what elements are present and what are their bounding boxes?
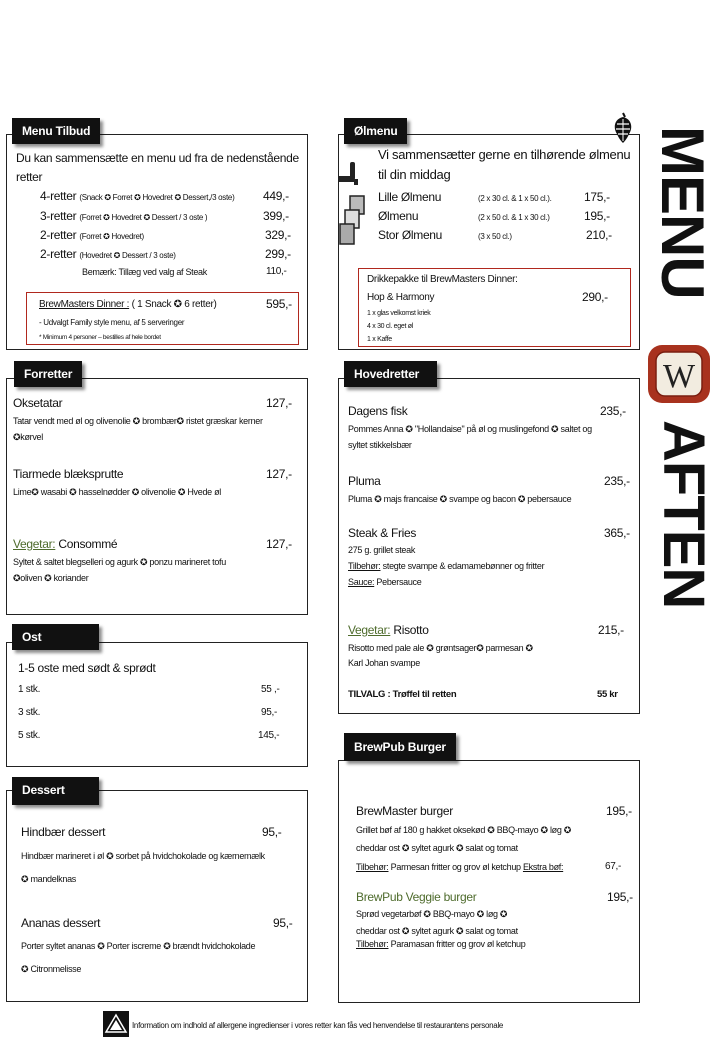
ost-row-price: 55 ,- [261,684,280,695]
menu-tilbud-tab: Menu Tilbud [12,118,100,144]
logo-badge-icon [646,343,712,405]
forretter-tab: Forretter [14,361,82,387]
olmenu-intro: Vi sammensætter gerne en tilhørende ølmenu [378,147,631,162]
ost-tab: Ost [12,624,99,650]
dish-name: Tiarmede blæksprutte [13,467,124,481]
steak-note: Bemærk: Tillæg ved valg af Steak [82,267,207,277]
burger-name: BrewMaster burger [356,804,453,818]
hop-icon [610,112,636,144]
dessert-tab: Dessert [12,777,99,805]
aften-vertical-word: AFTEN [651,420,716,609]
dinner-line: * Minimum 4 personer – bestilles af hele bordet [39,334,161,341]
burger-desc: cheddar ost ✪ syltet agurk ✪ salat og tomat [356,926,518,936]
dish-desc: Pommes Anna ✪ "Hollandaise" på øl og muslingefond ✪ saltet og [348,424,592,434]
menu-row-price: 449,- [263,189,289,203]
olmenu-row-detail: (3 x 50 cl.) [478,232,512,241]
burger-tilbehor: Tilbehør: Parmesan fritter og grov øl ketchup Ekstra bøf: [356,862,564,872]
dish-name: Steak & Fries [348,526,417,540]
menu-row: 3-retter (Forret ✪ Hovedret ✪ Dessert / 3 oste ) [40,209,208,223]
burger-desc: cheddar ost ✪ syltet agurk ✪ salat og tomat [356,843,518,853]
olmenu-row: Lille Ølmenu [378,190,442,204]
drink-price: 290,- [582,290,608,304]
menu-row: 2-retter (Hovedret ✪ Dessert / 3 oste) [40,247,176,261]
dish-price: 127,- [266,396,292,410]
ost-row-price: 95,- [261,707,278,718]
menu-tilbud-intro-2: retter [16,170,43,184]
menu-row-price: 329,- [265,228,291,242]
ost-title: 1-5 oste med sødt & sprødt [18,661,156,675]
dish-name: Vegetar: Consommé [13,537,118,551]
dish-desc: Syltet & saltet blegselleri og agurk ✪ ponzu marineret tofu [13,557,226,567]
dish-price: 235,- [600,404,626,418]
dish-desc: Risotto med pale ale ✪ grøntsager✪ parmesan ✪ [348,643,533,653]
dish-price: 215,- [598,623,624,637]
ost-row: 5 stk. [18,730,41,741]
dish-name: Dagens fisk [348,404,408,418]
dish-tilbehor: Tilbehør: stegte svampe & edamamebønner og fritter [348,561,545,571]
drink-line: 1 x glas velkomst kriek [367,310,431,317]
olmenu-row-price: 195,- [584,209,610,223]
dessert-desc: Porter syltet ananas ✪ Porter iscreme ✪ brændt hvidchokolade [21,941,256,951]
ost-row-price: 145,- [258,730,280,741]
ost-row: 1 stk. [18,684,41,695]
dinner-price: 595,- [266,297,292,311]
drink-name: Hop & Harmony [367,292,435,303]
olmenu-row-price: 210,- [586,228,612,242]
menu-tilbud-intro: Du kan sammensætte en menu ud fra de nedenstående [16,151,299,165]
drink-title: Drikkepakke til BrewMasters Dinner: [367,274,518,285]
dessert-desc: ✪ Citronmelisse [21,964,82,974]
dessert-price: 95,- [262,825,282,839]
burger-price: 195,- [606,804,632,818]
olmenu-intro-2: til din middag [378,167,451,182]
dinner-line: - Udvalgt Family style menu, af 5 serveringer [39,318,185,327]
tilvalg: TILVALG : Trøffel til retten [348,689,457,700]
burger-box [338,760,640,1003]
steak-note-price: 110,- [266,266,287,277]
olmenu-row-price: 175,- [584,190,610,204]
dessert-desc: Hindbær marineret i øl ✪ sorbet på hvidchokolade og kærnemælk [21,851,265,861]
menu-row-price: 299,- [265,247,291,261]
dish-name: Vegetar: Risotto [348,623,429,637]
dish-price: 365,- [604,526,630,540]
dessert-name: Ananas dessert [21,916,101,930]
dish-desc: 275 g. grillet steak [348,545,416,555]
dish-name: Pluma [348,474,381,488]
menu-row-price: 399,- [263,209,289,223]
burger-price: 195,- [607,890,633,904]
dish-desc: syltet stikkelsbær [348,440,412,450]
menu-vertical-word: MENU [649,126,716,299]
olmenu-row-detail: (2 x 50 cl. & 1 x 30 cl.) [478,213,550,222]
dish-price: 127,- [266,467,292,481]
allergen-footer: Information om indhold af allergene ingredienser i vores retter kan fås ved henvendelse til restaurantens personale [132,1021,504,1030]
olmenu-tab: Ølmenu [344,118,407,144]
olmenu-row: Ølmenu [378,209,419,223]
dish-desc: Karl Johan svampe [348,658,420,668]
drink-line: 1 x Kaffe [367,336,392,343]
dessert-desc: ✪ mandelknas [21,874,76,884]
aften-vertical-title [642,420,716,609]
dish-desc: Lime✪ wasabi ✪ hasselnødder ✪ olivenolie ✪ Hvede øl [13,487,221,497]
olmenu-row-detail: (2 x 30 cl. & 1 x 50 cl.). [478,194,552,203]
logo-letter: W [662,358,696,395]
dish-desc: ✪kørvel [13,432,43,442]
dish-name: Oksetatar [13,396,63,410]
dish-price: 235,- [604,474,630,488]
extra-price: 67,- [605,861,622,872]
burger-name: BrewPub Veggie burger [356,890,477,904]
menu-row: 2-retter (Forret ✪ Hovedret) [40,228,144,242]
burger-tilbehor: Tilbehør: Paramasan fritter og grov øl ketchup [356,939,526,949]
dish-price: 127,- [266,537,292,551]
ost-row: 3 stk. [18,707,41,718]
menu-vertical-title [642,126,716,299]
dish-sauce: Sauce: Pebersauce [348,577,422,587]
burger-desc: Sprød vegetarbøf ✪ BBQ-mayo ✪ løg ✪ [356,909,508,919]
dinner-title: BrewMasters Dinner : ( 1 Snack ✪ 6 retter) [39,299,217,310]
olmenu-row: Stor Ølmenu [378,228,443,242]
dessert-name: Hindbær dessert [21,825,106,839]
drink-line: 4 x 30 cl. eget øl [367,323,413,330]
dessert-price: 95,- [273,916,293,930]
allergen-icon [103,1011,129,1037]
dish-desc: Tatar vendt med øl og olivenolie ✪ brombær✪ ristet græskar kerner [13,416,263,426]
hovedretter-tab: Hovedretter [344,361,437,387]
menu-row: 4-retter (Snack ✪ Forret ✪ Hovedret ✪ Dessert,/3 oste) [40,189,235,203]
burger-desc: Grillet bøf af 180 g hakket oksekød ✪ BBQ-mayo ✪ løg ✪ [356,825,572,835]
dish-desc: Pluma ✪ majs francaise ✪ svampe og bacon ✪ pebersauce [348,494,572,504]
dish-desc: ✪oliven ✪ koriander [13,573,89,583]
beer-tap-icon [336,158,376,248]
burger-tab: BrewPub Burger [344,733,456,761]
tilvalg-price: 55 kr [597,689,618,700]
